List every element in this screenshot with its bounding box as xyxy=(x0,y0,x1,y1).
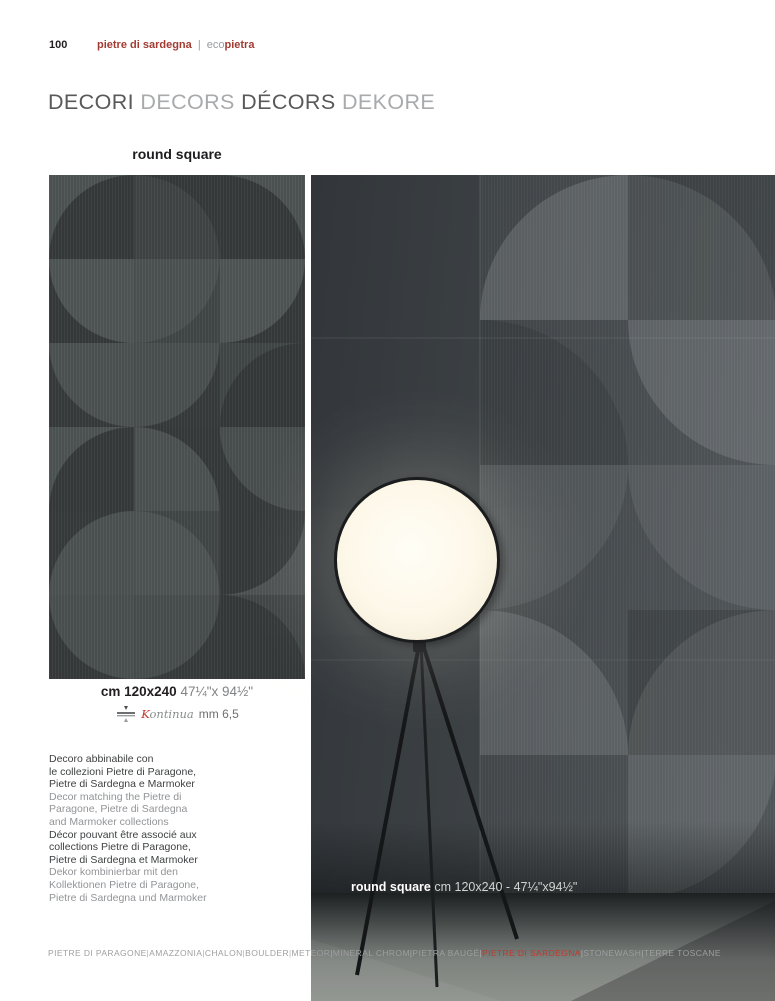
nav-divider: | xyxy=(289,948,292,958)
descr-line: le collezioni Pietre di Paragone, xyxy=(49,765,197,778)
caption-decor-name: round square xyxy=(351,880,431,894)
descr-line: collections Pietre di Paragone, xyxy=(49,841,191,854)
descr-line: Pietre di Sardegna et Marmoker xyxy=(49,853,198,866)
nav-divider: | xyxy=(409,948,413,958)
descr-line: Pietre di Sardegna und Marmoker xyxy=(49,891,207,904)
descr-line: Paragone, Pietre di Sardegna xyxy=(49,803,188,816)
caption-size: cm 120x240 - 47¼"x94½" xyxy=(434,880,578,894)
page-number: 100 xyxy=(49,39,68,51)
nav-item-amazzonia[interactable]: AMAZZONIA xyxy=(149,948,203,958)
thickness-value: mm 6,5 xyxy=(198,707,239,721)
brand-eco: eco xyxy=(206,39,225,51)
title-it: DECORI xyxy=(48,90,135,114)
nav-divider: | xyxy=(242,948,246,958)
nav-item-boulder[interactable]: BOULDER xyxy=(245,948,290,958)
round-square-pattern xyxy=(49,175,305,679)
nav-item-chalon[interactable]: CHALON xyxy=(204,948,243,958)
photo-caption xyxy=(351,880,577,894)
tile-dimensions xyxy=(49,684,305,699)
title-en: DECORS xyxy=(140,90,235,114)
size-cm: cm 120x240 xyxy=(100,684,177,699)
floor-lamp-disc xyxy=(334,477,500,643)
nav-item-pietre-di-paragone[interactable]: PIETRE DI PARAGONE xyxy=(48,948,147,958)
nav-divider: | xyxy=(580,948,584,958)
thickness-row xyxy=(49,706,305,722)
decor-description xyxy=(49,753,264,904)
page-title xyxy=(48,90,435,115)
kontinua-logo: Kontinua xyxy=(141,707,194,721)
decor-name-label: round square xyxy=(132,146,222,162)
header-separator: | xyxy=(197,39,201,51)
nav-item-pietra-bauge[interactable]: PIETRA BAUGÉ xyxy=(412,948,480,958)
nav-divider: | xyxy=(202,948,205,958)
descr-line: Decor matching the Pietre di xyxy=(49,790,182,803)
title-de: DEKORE xyxy=(341,90,436,114)
nav-divider: | xyxy=(146,948,150,958)
nav-item-pietre-di-sardegna[interactable]: PIETRE DI SARDEGNA xyxy=(482,948,581,958)
descr-line: Pietre di Sardegna e Marmoker xyxy=(49,778,195,791)
title-fr: DÉCORS xyxy=(241,90,336,114)
nav-item-stonewash[interactable]: STONEWASH xyxy=(583,948,642,958)
nav-divider: | xyxy=(479,948,483,958)
brand-pietra: pietra xyxy=(224,39,255,51)
decor-tile-swatch xyxy=(49,175,305,679)
header-collection xyxy=(97,39,254,51)
collection-name: pietre di sardegna xyxy=(97,39,192,51)
ambient-photo xyxy=(311,175,775,1001)
descr-line: Dekor kombinierbar mit den xyxy=(49,866,178,879)
descr-line: Kollektionen Pietre di Paragone, xyxy=(49,878,200,891)
nav-divider: | xyxy=(330,948,333,958)
descr-line: Decoro abbinabile con xyxy=(49,753,154,765)
nav-item-mineral-chrom[interactable]: MINERAL CHROM xyxy=(332,948,410,958)
nav-item-terre-toscane[interactable]: TERRE TOSCANE xyxy=(643,948,721,958)
descr-line: Décor pouvant être associé aux xyxy=(49,828,197,841)
descr-line: and Marmoker collections xyxy=(49,815,169,828)
collections-nav xyxy=(0,944,775,962)
nav-item-meteor[interactable]: METEOR xyxy=(291,948,331,958)
thickness-icon xyxy=(115,706,135,722)
size-inches: 47¼"x 94½" xyxy=(180,684,254,699)
nav-divider: | xyxy=(641,948,644,958)
